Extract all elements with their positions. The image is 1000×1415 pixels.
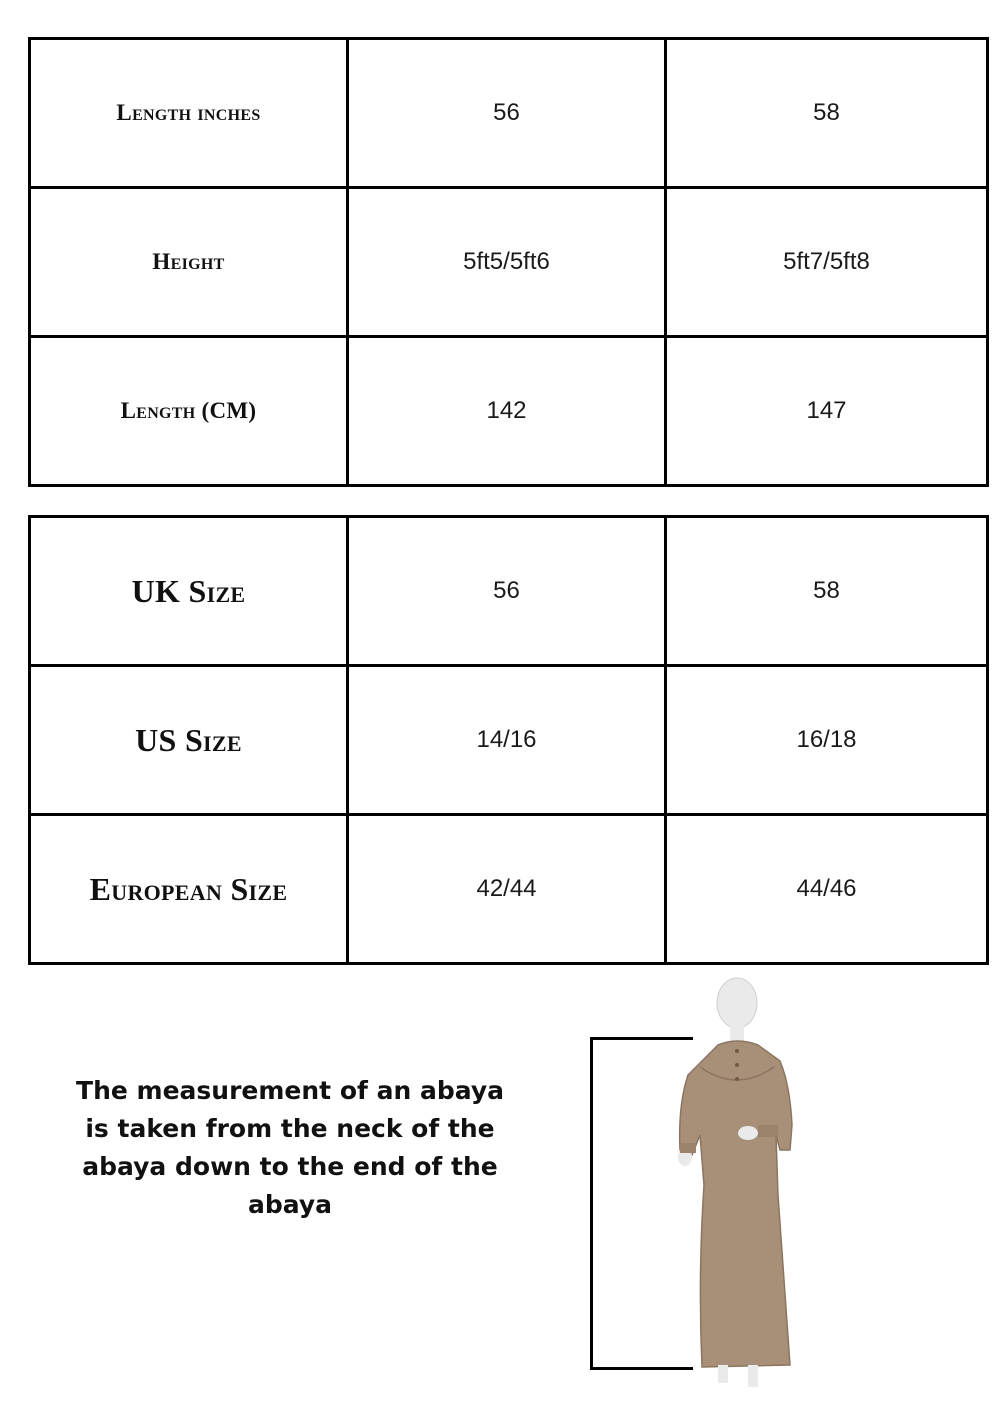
table-cell: 5ft7/5ft8: [666, 188, 988, 337]
table-cell: 44/46: [666, 815, 988, 964]
table-cell: 14/16: [348, 666, 666, 815]
abaya-button: [735, 1077, 739, 1081]
table-cell: 56: [348, 39, 666, 188]
mannequin-abaya-icon: [640, 975, 800, 1400]
table-row: [30, 666, 988, 815]
row-label: Length inches: [30, 39, 348, 188]
abaya-button: [735, 1049, 739, 1053]
abaya-cuff: [758, 1125, 778, 1137]
table-cell: 16/18: [666, 666, 988, 815]
row-label: Height: [30, 188, 348, 337]
table-cell: 5ft5/5ft6: [348, 188, 666, 337]
row-label: US Size: [30, 666, 348, 815]
table-cell: 56: [348, 517, 666, 666]
table-cell: 147: [666, 337, 988, 486]
table-row: [30, 39, 988, 188]
row-label: UK Size: [30, 517, 348, 666]
mannequin-foot: [748, 1365, 758, 1387]
measurements-table: [28, 37, 989, 487]
table-row: [30, 815, 988, 964]
mannequin-foot: [718, 1365, 728, 1383]
row-label: Length (CM): [30, 337, 348, 486]
mannequin-hand: [738, 1126, 758, 1140]
abaya-cuff: [680, 1143, 696, 1153]
table-row: [30, 517, 988, 666]
abaya-button: [735, 1063, 739, 1067]
measurement-note: The measurement of an abaya is taken from the neck of the abaya down to the end of the abaya: [76, 1076, 504, 1219]
abaya-body: [680, 1041, 792, 1367]
table-cell: 42/44: [348, 815, 666, 964]
mannequin-head: [717, 978, 757, 1028]
table-cell: 58: [666, 517, 988, 666]
table-cell: 142: [348, 337, 666, 486]
row-label: European Size: [30, 815, 348, 964]
table-row: [30, 337, 988, 486]
table-row: [30, 188, 988, 337]
size-conversion-table: [28, 515, 989, 965]
table-cell: 58: [666, 39, 988, 188]
